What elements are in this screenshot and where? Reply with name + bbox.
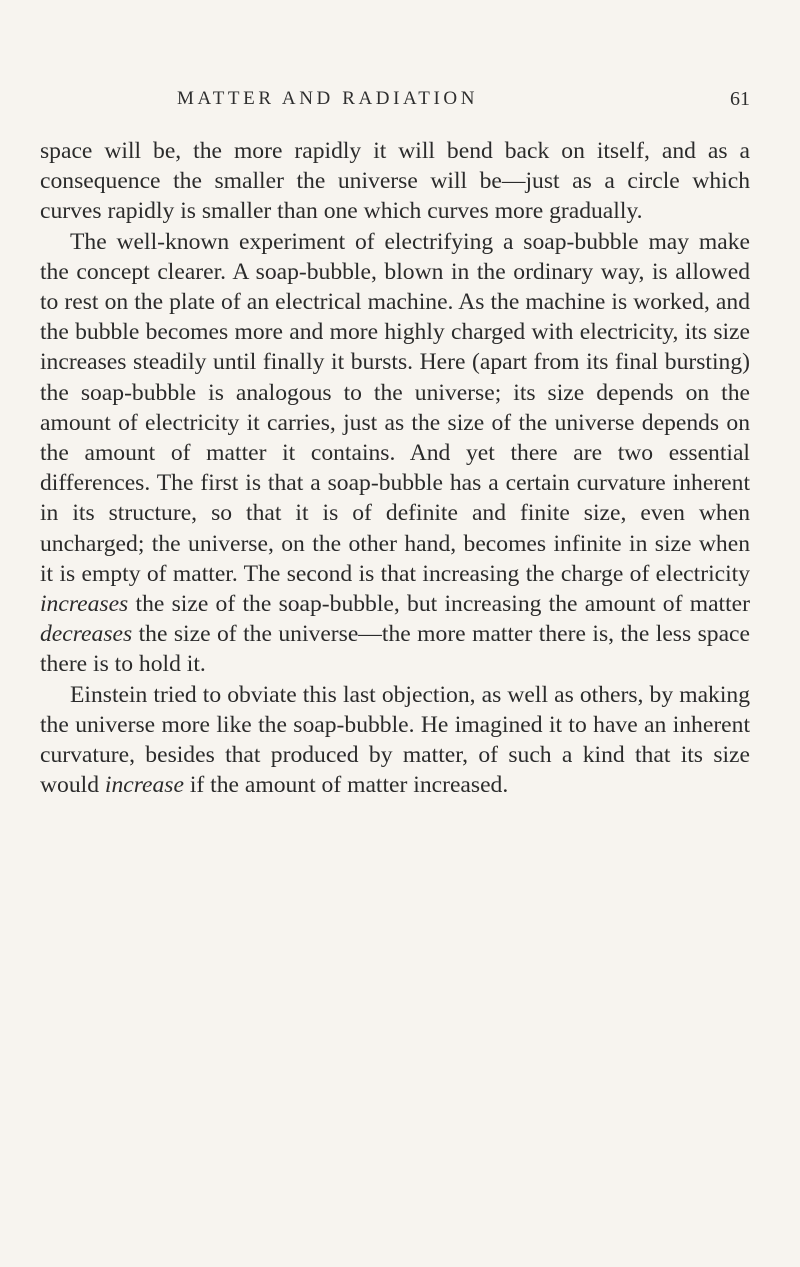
paragraph-2-italic-increases: increases xyxy=(40,591,129,618)
paragraph-3-italic-increase: increase xyxy=(104,772,184,799)
paragraph-1 xyxy=(40,136,750,227)
paragraph-2-italic-decreases: decreases xyxy=(40,621,133,648)
paragraph-2-text-3: the size of the universe—the more matter there is, the less space there is to hold it. xyxy=(40,621,750,678)
paragraph-2-text-1: The well-known experiment of electrifying a soap-bubble may make the concept clearer. A soap-bubble, blown in the ordinary way, is allowed to rest on the plate of an electrical machine. As the machine is worked, and the bubble becomes more and more highly charged with electricity, its size increases steadily until finally it bursts. Here (apart from its final bursting) the soap-bubble is analogous to the universe; its size depends on the amount of electricity it carries, just as the size of the universe depends on the amount of matter it contains. And yet there are two essential differences. The first is that a soap-bubble has a certain curvature inherent in its structure, so that it is of definite and finite size, even when uncharged; the universe, on the other hand, becomes infinite in size when it is empty of matter. The second is that increasing the charge of electricity xyxy=(40,228,750,587)
paragraph-2 xyxy=(40,227,750,680)
page-header xyxy=(40,88,750,118)
paragraph-3-text-2: if the amount of matter increased. xyxy=(183,772,509,799)
running-title: MATTER AND RADIATION xyxy=(177,88,479,109)
paragraph-2-text-2: the size of the soap-bubble, but increasing the amount of matter xyxy=(128,591,750,618)
page-number: 61 xyxy=(730,88,750,110)
paragraph-3-text-1: Einstein tried to obviate this last objection, as well as others, by making the universe more like the soap-bubble. He imagined it to have an inherent curvature, besides that produced by matter, of such a kind that its size would xyxy=(40,681,750,799)
body-text xyxy=(40,136,750,800)
paragraph-3 xyxy=(40,680,750,801)
paragraph-1-text-1: space will be, the more rapidly it will bend back on itself, and as a consequence the smaller the universe will be—just as a circle which curves rapidly is smaller than one which curves more gradually. xyxy=(40,138,750,225)
